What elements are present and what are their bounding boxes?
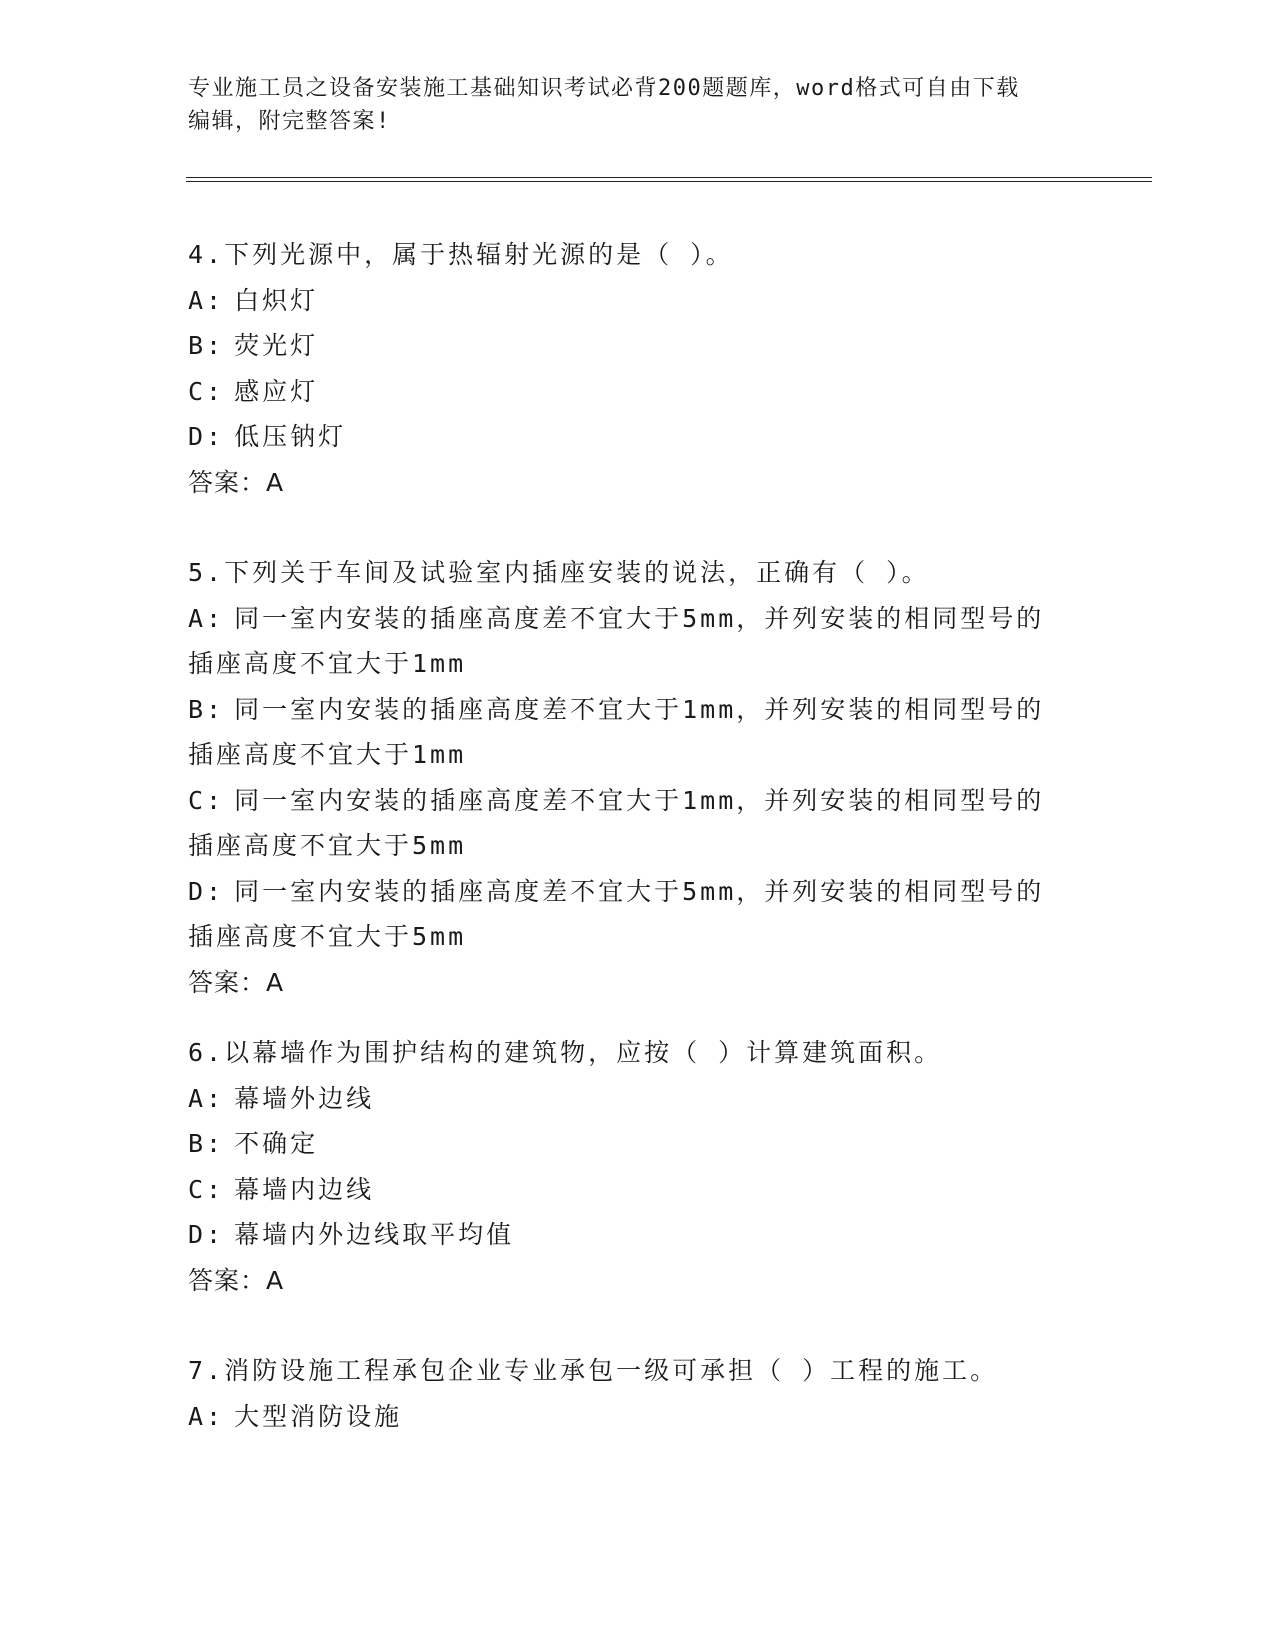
option-d: D: 低压钠灯	[188, 422, 347, 451]
question-stem: 7.消防设施工程承包企业专业承包一级可承担（ ）工程的施工。	[188, 1356, 999, 1385]
option-a: A: 白炽灯	[188, 285, 319, 315]
header-line-1: 专业施工员之设备安装施工基础知识考试必背200题题库，word格式可自由下载	[188, 76, 1020, 101]
answer-line: 答案：A	[188, 967, 285, 997]
option-b-continued: 插座高度不宜大于1mm	[188, 740, 467, 769]
question-stem: 5.下列关于车间及试验室内插座安装的说法，正确有（ ）。	[188, 558, 930, 587]
option-a: A: 同一室内安装的插座高度差不宜大于5mm，并列安装的相同型号的	[188, 603, 1045, 633]
option-b: B: 荧光灯	[188, 331, 319, 360]
option-a: A: 幕墙外边线	[188, 1083, 375, 1113]
answer-line: 答案：A	[188, 1265, 285, 1295]
header-divider	[186, 177, 1152, 182]
option-a: A: 大型消防设施	[188, 1401, 403, 1431]
option-a-continued: 插座高度不宜大于1mm	[188, 649, 467, 678]
option-d: D: 幕墙内外边线取平均值	[188, 1220, 515, 1249]
option-d-continued: 插座高度不宜大于5mm	[188, 922, 467, 951]
question-4	[188, 232, 1088, 505]
question-6	[188, 1030, 1088, 1303]
option-c: C: 感应灯	[188, 376, 319, 406]
option-c: C: 幕墙内边线	[188, 1174, 375, 1204]
document-header	[188, 72, 1068, 138]
answer-line: 答案：A	[188, 467, 285, 497]
header-line-2: 编辑，附完整答案!	[188, 109, 391, 134]
option-b: B: 同一室内安装的插座高度差不宜大于1mm，并列安装的相同型号的	[188, 694, 1045, 724]
option-c: C: 同一室内安装的插座高度差不宜大于1mm，并列安装的相同型号的	[188, 785, 1045, 815]
option-b: B: 不确定	[188, 1129, 319, 1158]
option-d: D: 同一室内安装的插座高度差不宜大于5mm，并列安装的相同型号的	[188, 876, 1045, 906]
option-c-continued: 插座高度不宜大于5mm	[188, 831, 467, 860]
question-5	[188, 550, 1088, 1005]
question-stem: 6.以幕墙作为围护结构的建筑物，应按（ ）计算建筑面积。	[188, 1038, 943, 1067]
question-stem: 4.下列光源中，属于热辐射光源的是（ ）。	[188, 240, 734, 269]
question-7	[188, 1348, 1088, 1439]
